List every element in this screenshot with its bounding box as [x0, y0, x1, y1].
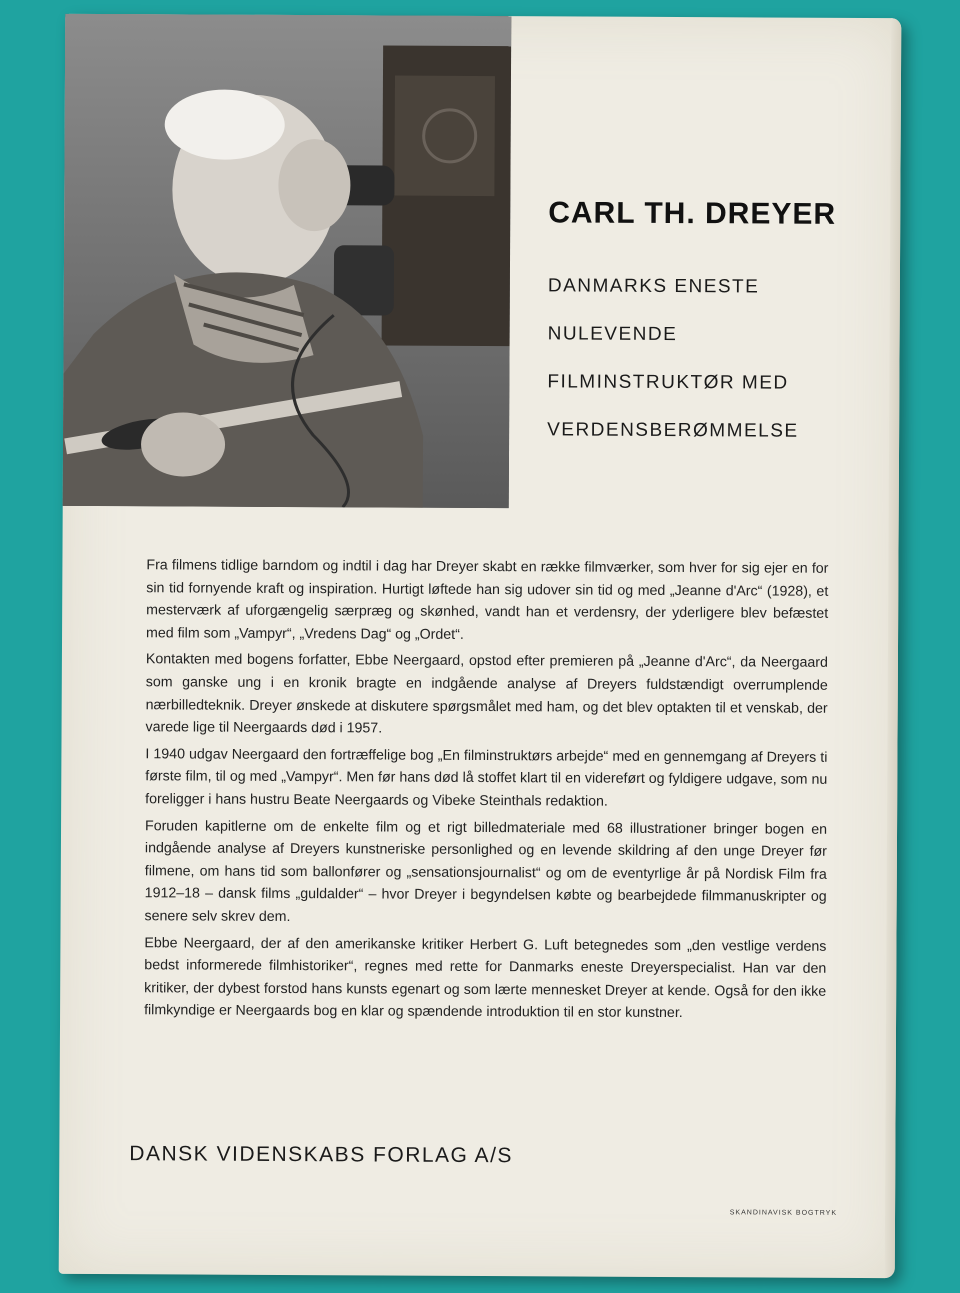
photo-illustration — [63, 14, 512, 508]
blurb-paragraph: Ebbe Neergaard, der af den amerikanske kritiker Herbert G. Luft betegnedes som „den vestlige verdens bedst informerede filmhistoriker“, regnes med rette for Danmarks eneste Dreyerspecialist. Han var den kritiker, der dybest forstod hans kunsts egenart og som lærte mennesket Dreyer at kende. Også for den ikke filmkyndige er Neergaards bog en klar og spændende introduktion til en stor kunstner. — [144, 934, 827, 1022]
book-back-cover — [59, 14, 902, 1278]
blurb-paragraph: Foruden kapitlerne om de enkelte film og et rigt billedmateriale med 68 illustrationer bringer bogen en indgående analyse af Dreyers kunstneriske personlighed og en levende skildring af den unge Dreyer før filmene, om hans tid som ballonfører og „sensationsjournalist“ og om de eventyrlige år på Nordisk Film fra 1912–18 – dansk films „guldalder“ – hvor Dreyer i begyndelsen købte og bearbejdede filmmanuskripter og senere selv skrev dem. — [144, 817, 828, 925]
blurb — [144, 554, 828, 1029]
printer-credit: SKANDINAVISK BOGTRYK — [729, 1209, 838, 1217]
blurb-paragraph: Kontakten med bogens forfatter, Ebbe Neergaard, opstod efter premieren på „Jeanne d'Arc“, da Neergaard som ganske ung i en kronik bragte en indgående analyse af Dreyers fuldstændigt overrumplende nærbilledteknik. Dreyer ønskede at diskutere spørgsmålet med ham, og det blev optakten til et venskab, der varede lige til Neergaards død i 1957. — [145, 651, 828, 737]
cover-photo — [63, 14, 512, 508]
tagline-line: DANMARKS ENESTE — [547, 275, 760, 298]
tagline-line: VERDENSBERØMMELSE — [547, 419, 799, 442]
publisher-name: DANSK VIDENSKABS FORLAG A/S — [129, 1142, 514, 1168]
blurb-paragraph: Fra filmens tidlige barndom og indtil i dag har Dreyer skabt en række filmværker, som hver for sig ejer en for sin tid fornyende kraft og inspiration. Hurtigt løftede han sig udover sin tid og med „Jeanne d'Arc“ (1928), et mesterværk af uforgængelig særpræg og skønhed, vandt han et verdensry, der yderligere blev befæstet med film som „Vampyr“, „Vredens Dag“ og „Ordet“. — [146, 557, 829, 643]
blurb-paragraph: I 1940 udgav Neergaard den fortræffelige bog „En filminstruktørs arbejde“ med en gennemgang af Dreyers ti første film, til og med „Vampyr“. Men før hans død lå stoffet klart til en videreført og fyldigere udgave, som nu foreligger i hans hustru Beate Neergaards og Vibeke Steinthals redaktion. — [145, 745, 828, 810]
book-edge — [885, 18, 902, 1278]
tagline-line: NULEVENDE — [547, 323, 678, 346]
tagline-line: FILMINSTRUKTØR MED — [547, 371, 789, 394]
book-title: CARL TH. DREYER — [548, 196, 837, 231]
tagline — [547, 274, 799, 467]
